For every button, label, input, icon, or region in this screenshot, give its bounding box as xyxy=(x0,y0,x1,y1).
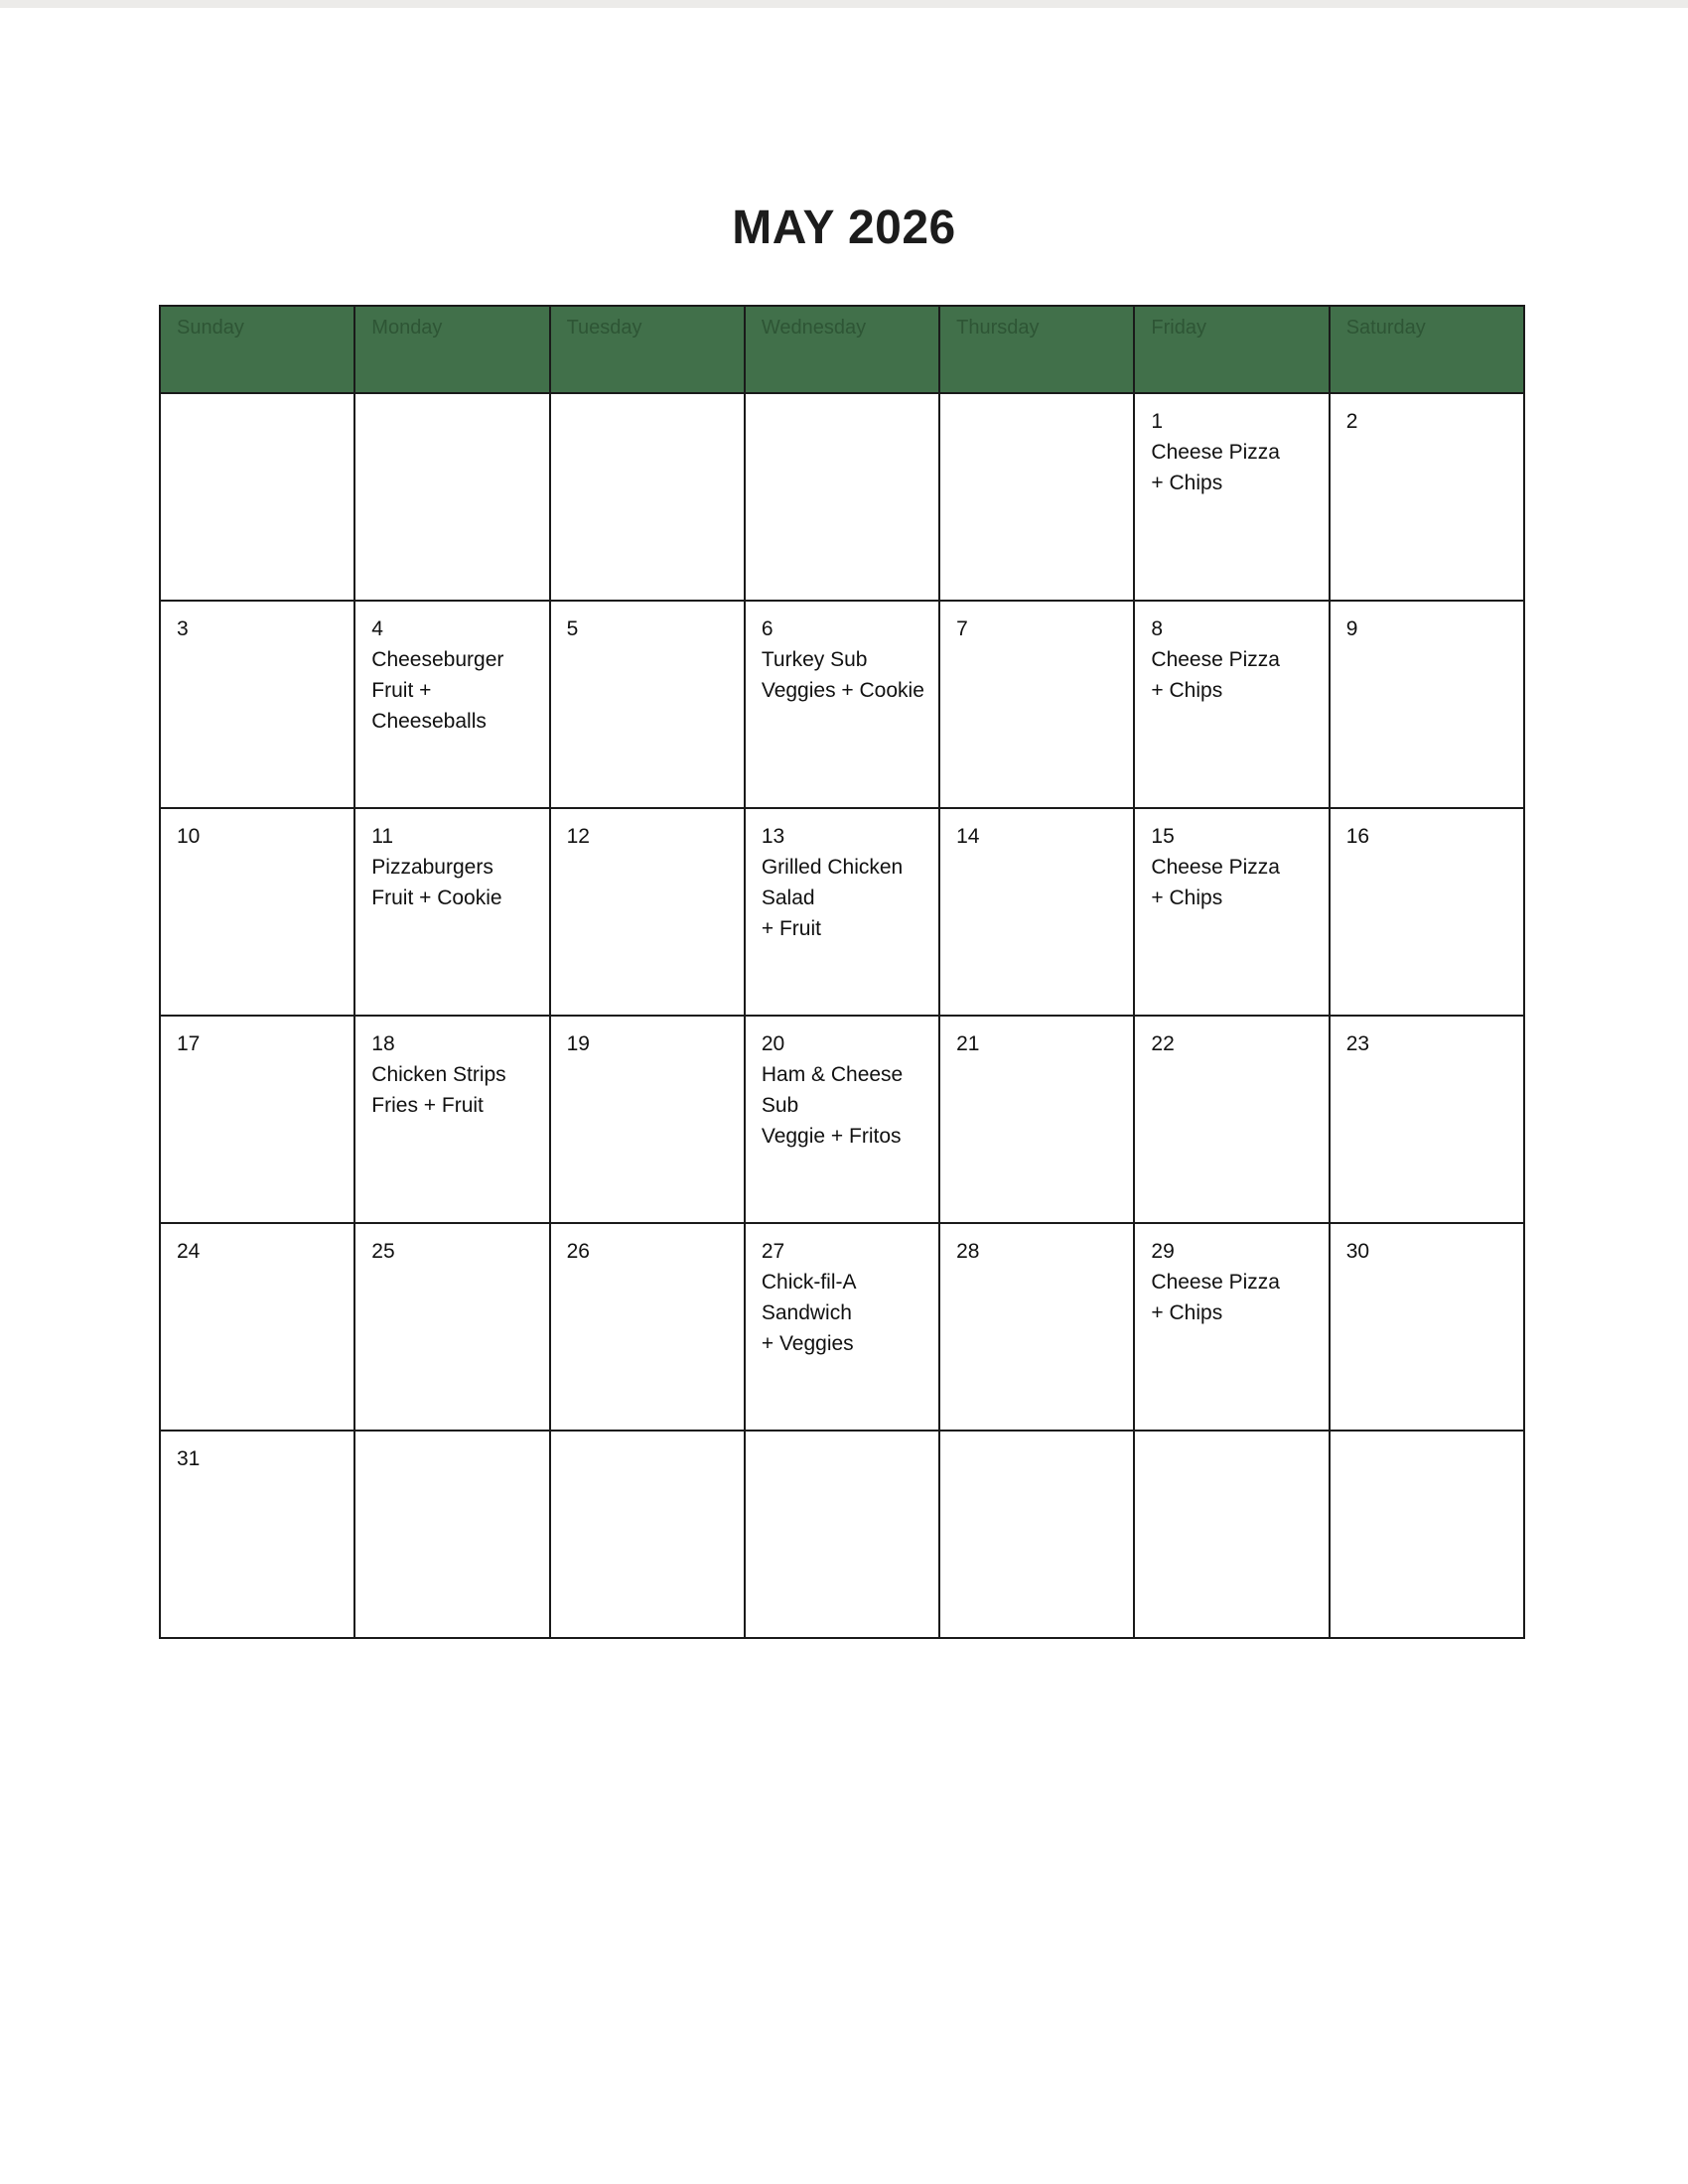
day-number: 24 xyxy=(177,1240,201,1263)
day-cell-content xyxy=(355,394,548,406)
day-number: 2 xyxy=(1345,410,1358,433)
day-number: 14 xyxy=(956,825,980,848)
day-cell xyxy=(1330,1431,1524,1638)
week-row xyxy=(160,393,1524,601)
day-cell-content xyxy=(1135,1224,1328,1328)
weekday-tuesday: Tuesday xyxy=(550,306,745,393)
day-cell-content xyxy=(1135,394,1328,498)
day-number: 5 xyxy=(566,617,579,640)
day-cell-content xyxy=(1135,1432,1328,1443)
day-cell xyxy=(939,1016,1134,1223)
day-cell xyxy=(1134,601,1329,808)
day-cell-content xyxy=(161,809,353,852)
day-number: 16 xyxy=(1345,825,1370,848)
day-number: 21 xyxy=(956,1032,980,1055)
day-number: 11 xyxy=(371,825,394,848)
week-row xyxy=(160,1431,1524,1638)
day-cell-content xyxy=(940,394,1133,406)
day-cell xyxy=(1330,808,1524,1016)
day-cell xyxy=(745,808,939,1016)
day-cell-content xyxy=(746,1432,938,1443)
day-cell-content xyxy=(940,809,1133,852)
day-number: 25 xyxy=(371,1240,395,1263)
menu-item-text: Cheese Pizza xyxy=(1151,1271,1280,1294)
day-number: 17 xyxy=(177,1032,201,1055)
day-cell xyxy=(550,393,745,601)
day-cell-content xyxy=(551,394,744,406)
day-cell-content xyxy=(551,1017,744,1059)
day-number: 20 xyxy=(761,1032,785,1055)
day-cell xyxy=(1134,1431,1329,1638)
day-number: 31 xyxy=(177,1447,201,1470)
day-number: 26 xyxy=(566,1240,590,1263)
menu-item-text: Cheese Pizza xyxy=(1151,648,1280,671)
weekday-sunday: Sunday xyxy=(160,306,354,393)
day-cell xyxy=(745,601,939,808)
day-cell-content xyxy=(161,602,353,644)
day-number: 22 xyxy=(1151,1032,1175,1055)
scan-top-edge xyxy=(0,0,1688,8)
day-cell-content xyxy=(355,602,548,737)
menu-item-text: Veggie + Fritos xyxy=(761,1125,902,1148)
day-cell xyxy=(939,808,1134,1016)
menu-item-text: Grilled Chicken xyxy=(761,856,904,879)
menu-item-text: Ham & Cheese xyxy=(761,1063,904,1086)
day-cell-content xyxy=(940,602,1133,644)
week-row xyxy=(160,1223,1524,1431)
day-number: 19 xyxy=(566,1032,590,1055)
menu-item-text: Cheeseburger xyxy=(371,648,504,671)
day-cell xyxy=(939,1223,1134,1431)
weekday-wednesday: Wednesday xyxy=(745,306,939,393)
day-cell xyxy=(550,808,745,1016)
day-cell-content xyxy=(1331,394,1523,437)
day-cell xyxy=(354,601,549,808)
day-cell xyxy=(939,1431,1134,1638)
menu-item-text: Cheese Pizza xyxy=(1151,856,1280,879)
day-cell-content xyxy=(161,1017,353,1059)
menu-item-text: Chicken Strips xyxy=(371,1063,506,1086)
day-cell xyxy=(160,1016,354,1223)
day-number: 23 xyxy=(1345,1032,1370,1055)
day-cell-content xyxy=(746,1224,938,1359)
day-cell xyxy=(550,1431,745,1638)
day-cell-content xyxy=(551,1224,744,1267)
day-number: 9 xyxy=(1345,617,1358,640)
week-row xyxy=(160,808,1524,1016)
day-cell xyxy=(745,1431,939,1638)
day-cell xyxy=(354,393,549,601)
day-cell-content xyxy=(551,809,744,852)
menu-item-text: Chick-fil-A xyxy=(761,1271,857,1294)
day-cell xyxy=(1330,601,1524,808)
day-cell-content xyxy=(551,602,744,644)
day-cell-content xyxy=(161,1224,353,1267)
day-cell-content xyxy=(940,1224,1133,1267)
menu-item-text: + Chips xyxy=(1151,472,1223,494)
weekday-header-row xyxy=(160,306,1524,393)
day-cell-content xyxy=(1135,1017,1328,1059)
menu-item-text: Turkey Sub xyxy=(761,648,868,671)
weekday-thursday: Thursday xyxy=(939,306,1134,393)
day-cell xyxy=(1134,1223,1329,1431)
day-number: 6 xyxy=(761,617,774,640)
day-cell xyxy=(550,1223,745,1431)
menu-item-text: + Fruit xyxy=(761,917,821,940)
day-cell-content xyxy=(940,1017,1133,1059)
day-cell xyxy=(1134,1016,1329,1223)
calendar-body xyxy=(160,393,1524,1638)
menu-item-text: Sandwich xyxy=(761,1301,852,1324)
menu-item-text: Fruit + xyxy=(371,679,432,702)
menu-item-text: Cheese Pizza xyxy=(1151,441,1280,464)
day-cell xyxy=(1134,393,1329,601)
menu-item-text: + Veggies xyxy=(761,1332,854,1355)
day-number: 1 xyxy=(1151,410,1164,433)
day-number: 3 xyxy=(177,617,189,640)
day-cell-content xyxy=(940,1432,1133,1443)
day-number: 15 xyxy=(1151,825,1175,848)
day-cell xyxy=(745,393,939,601)
menu-item-text: Fries + Fruit xyxy=(371,1094,484,1117)
menu-item-text: Sub xyxy=(761,1094,799,1117)
calendar-title: MAY 2026 xyxy=(732,202,956,254)
day-cell xyxy=(1134,808,1329,1016)
day-cell xyxy=(1330,1016,1524,1223)
menu-item-text: + Chips xyxy=(1151,1301,1223,1324)
day-cell xyxy=(745,1223,939,1431)
menu-item-text: Salad xyxy=(761,887,815,909)
weekday-saturday: Saturday xyxy=(1330,306,1524,393)
day-cell xyxy=(354,1431,549,1638)
weekday-monday: Monday xyxy=(354,306,549,393)
day-cell-content xyxy=(746,809,938,944)
day-cell-content xyxy=(1331,809,1523,852)
weekday-friday: Friday xyxy=(1134,306,1329,393)
week-row xyxy=(160,601,1524,808)
day-cell-content xyxy=(1331,1017,1523,1059)
day-number: 30 xyxy=(1345,1240,1370,1263)
day-number: 4 xyxy=(371,617,383,640)
day-cell-content xyxy=(551,1432,744,1443)
day-number: 10 xyxy=(177,825,201,848)
day-cell-content xyxy=(746,1017,938,1152)
menu-item-text: Pizzaburgers xyxy=(371,856,493,879)
day-cell xyxy=(354,1016,549,1223)
day-cell-content xyxy=(1331,1432,1523,1443)
day-cell-content xyxy=(746,602,938,706)
day-cell-content xyxy=(355,1432,548,1443)
day-cell xyxy=(1330,393,1524,601)
day-cell-content xyxy=(1331,1224,1523,1267)
day-cell-content xyxy=(1135,602,1328,706)
day-cell-content xyxy=(355,1224,548,1267)
day-cell-content xyxy=(746,394,938,406)
day-cell xyxy=(745,1016,939,1223)
day-number: 27 xyxy=(761,1240,785,1263)
day-cell xyxy=(160,1431,354,1638)
day-cell xyxy=(160,1223,354,1431)
day-cell xyxy=(354,808,549,1016)
day-number: 12 xyxy=(566,825,590,848)
day-cell-content xyxy=(1135,809,1328,913)
day-cell-content xyxy=(355,809,548,913)
day-cell-content xyxy=(161,1432,353,1474)
menu-item-text: Fruit + Cookie xyxy=(371,887,502,909)
menu-item-text: Veggies + Cookie xyxy=(761,679,924,702)
day-number: 29 xyxy=(1151,1240,1175,1263)
day-cell xyxy=(939,601,1134,808)
day-cell xyxy=(160,393,354,601)
menu-item-text: + Chips xyxy=(1151,679,1223,702)
day-cell xyxy=(550,601,745,808)
day-number: 13 xyxy=(761,825,785,848)
day-number: 7 xyxy=(956,617,968,640)
day-cell-content xyxy=(1331,602,1523,644)
day-number: 8 xyxy=(1151,617,1164,640)
day-cell-content xyxy=(355,1017,548,1121)
week-row xyxy=(160,1016,1524,1223)
day-cell xyxy=(1330,1223,1524,1431)
day-cell xyxy=(160,601,354,808)
day-cell-content xyxy=(161,394,353,406)
day-cell xyxy=(939,393,1134,601)
day-number: 18 xyxy=(371,1032,395,1055)
menu-item-text: Cheeseballs xyxy=(371,710,487,733)
day-cell xyxy=(354,1223,549,1431)
day-number: 28 xyxy=(956,1240,980,1263)
day-cell xyxy=(550,1016,745,1223)
day-cell xyxy=(160,808,354,1016)
menu-item-text: + Chips xyxy=(1151,887,1223,909)
calendar-grid xyxy=(159,305,1525,1639)
